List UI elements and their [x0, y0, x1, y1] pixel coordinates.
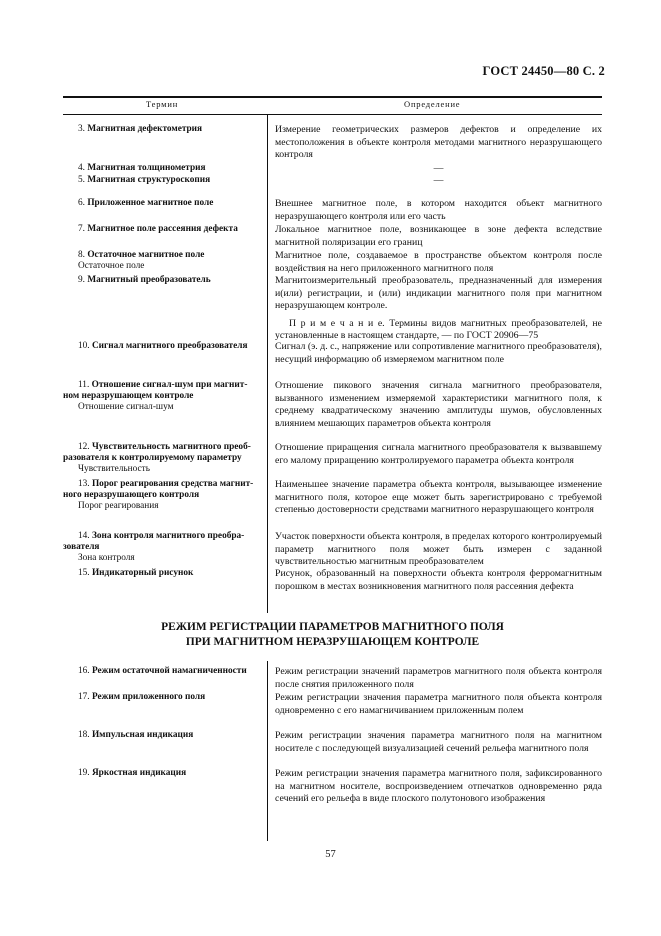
definition-cell: Наименьшее значение параметра объекта контроля, вызывающее изменение магнитного поля, которое еще может быть зарегистрировано с требуемой степенью достоверности средствами магнитного неразрушающего контроля — [275, 479, 602, 516]
definition-cell: Отношение пикового значения сигнала магнитного преобразователя, вызванного изменением измеряемой характеристики магнитного поля, к среднему квадратическому значению амплитуды шумов, обусловленных влиянием мешающих параметров объекта контроля — [275, 380, 602, 429]
definition-cell: Рисунок, образованный на поверхности объекта контроля ферромагнитным порошком в местах возникновения магнитного поля рассеяния дефекта — [275, 568, 602, 592]
term-cell: 7. Магнитное поле рассеяния дефекта — [78, 224, 238, 234]
column-header-definition: Определение — [404, 99, 461, 109]
definition-cell: Сигнал (э. д. с., напряжение или сопротивление магнитного преобразователя), несущий информацию об измеряемом магнитном поле — [275, 341, 602, 365]
term-cell: 10. Сигнал магнитного преобразователя — [78, 341, 248, 351]
column-divider — [267, 114, 268, 613]
definition-cell: Магнитоизмерительный преобразователь, предназначенный для измерения и(или) регистрации, и (или) индикации магнитного поля при магнитном неразрушающем контроле. П р и м е ч а н и е. Термины видов магнитных преобразователей, не установленные в настоящем стандарте, — по ГОСТ 20906—75 — [275, 275, 602, 342]
term-cell: 14. Зона контроля магнитного преобра- зователя Зона контроля — [78, 531, 266, 564]
definition-cell: Режим регистрации значения параметра магнитного поля объекта контроля одновременно с его намагничиванием приложенным полем — [275, 692, 602, 716]
term-cell: 11. Отношение сигнал-шум при магнит- ном неразрушающем контроле Отношение сигнал-шум — [78, 380, 266, 413]
term-synonym: Зона контроля — [78, 553, 135, 563]
column-divider — [267, 661, 268, 841]
term-cell: 12. Чувствительность магнитного преоб- разователя к контролируемому параметру Чувствительность — [78, 442, 266, 475]
definition-cell: Режим регистрации значений параметров магнитного поля объекта контроля после снятия приложенного поля — [275, 666, 602, 690]
term-cell: 16. Режим остаточной намагниченности — [78, 666, 247, 676]
term-cell: 8. Остаточное магнитное поле Остаточное поле — [78, 250, 266, 272]
document-reference: ГОСТ 24450—80 С. 2 — [482, 64, 605, 78]
term-cell: 3. Магнитная дефектометрия — [78, 124, 203, 134]
definition-cell: Режим регистрации значения параметра магнитного поля на магнитном носителе с последующей визуализацией сечений рельефа магнитного поля — [275, 730, 602, 754]
definition-cell: Внешнее магнитное поле, в котором находится объект магнитного неразрушающего контроля или его часть — [275, 198, 602, 222]
term-cell: 15. Индикаторный рисунок — [78, 568, 194, 578]
term-cell: 4. Магнитная толщинометрия — [78, 163, 206, 173]
table-top-rule — [63, 96, 602, 98]
term-synonym: Порог реагирования — [78, 501, 159, 511]
term-synonym: Чувствительность — [78, 464, 150, 474]
term-synonym: Отношение сигнал-шум — [78, 402, 174, 412]
definition-cell: Отношение приращения сигнала магнитного преобразователя к вызвавшему его малому приращению контролируемого параметра объекта контроля — [275, 442, 602, 466]
definition-cell: Режим регистрации значения параметра магнитного поля, зафиксированного на магнитном носителе, воспроизведением отпечатков одновременно ряда сечений его рельефа в виде плоского полутонового изображения — [275, 768, 602, 805]
definition-cell: Магнитное поле, создаваемое в пространстве объектом контроля после воздействия на него приложенного магнитного поля — [275, 250, 602, 274]
page-number: 57 — [325, 849, 336, 860]
term-cell: 19. Яркостная индикация — [78, 768, 187, 778]
definition-cell: — — [433, 175, 444, 186]
definition-cell: — — [433, 163, 444, 174]
definition-cell: Участок поверхности объекта контроля, в пределах которого контролируемый параметр магнитного поля может быть измерен с заданной чувствительностью магнитным преобразователем — [275, 531, 602, 568]
term-cell: 18. Импульсная индикация — [78, 730, 194, 740]
definition-cell: Измерение геометрических размеров дефектов и определение их местоположения в объекте контроля методами магнитного неразрушающего контроля — [275, 124, 602, 161]
column-header-term: Термин — [146, 99, 179, 109]
term-cell: 6. Приложенное магнитное поле — [78, 198, 214, 208]
term-cell: 17. Режим приложенного поля — [78, 692, 206, 702]
term-cell: 9. Магнитный преобразователь — [78, 275, 211, 285]
term-synonym: Остаточное поле — [78, 261, 145, 271]
section-title: РЕЖИМ РЕГИСТРАЦИИ ПАРАМЕТРОВ МАГНИТНОГО ПОЛЯ ПРИ МАГНИТНОМ НЕРАЗРУШАЮЩЕМ КОНТРОЛЕ — [161, 621, 504, 648]
term-cell: 13. Порог реагирования средства магнит- ного неразрушающего контроля Порог реагирования — [78, 479, 266, 512]
table-header-rule — [63, 114, 602, 115]
definition-cell: Локальное магнитное поле, возникающее в зоне дефекта вследствие магнитной поляризации его границ — [275, 224, 602, 248]
term-cell: 5. Магнитная структуроскопия — [78, 175, 211, 185]
note: П р и м е ч а н и е. Термины видов магнитных преобразователей, не установленные в настоящем стандарте, — по ГОСТ 20906—75 — [275, 317, 602, 342]
